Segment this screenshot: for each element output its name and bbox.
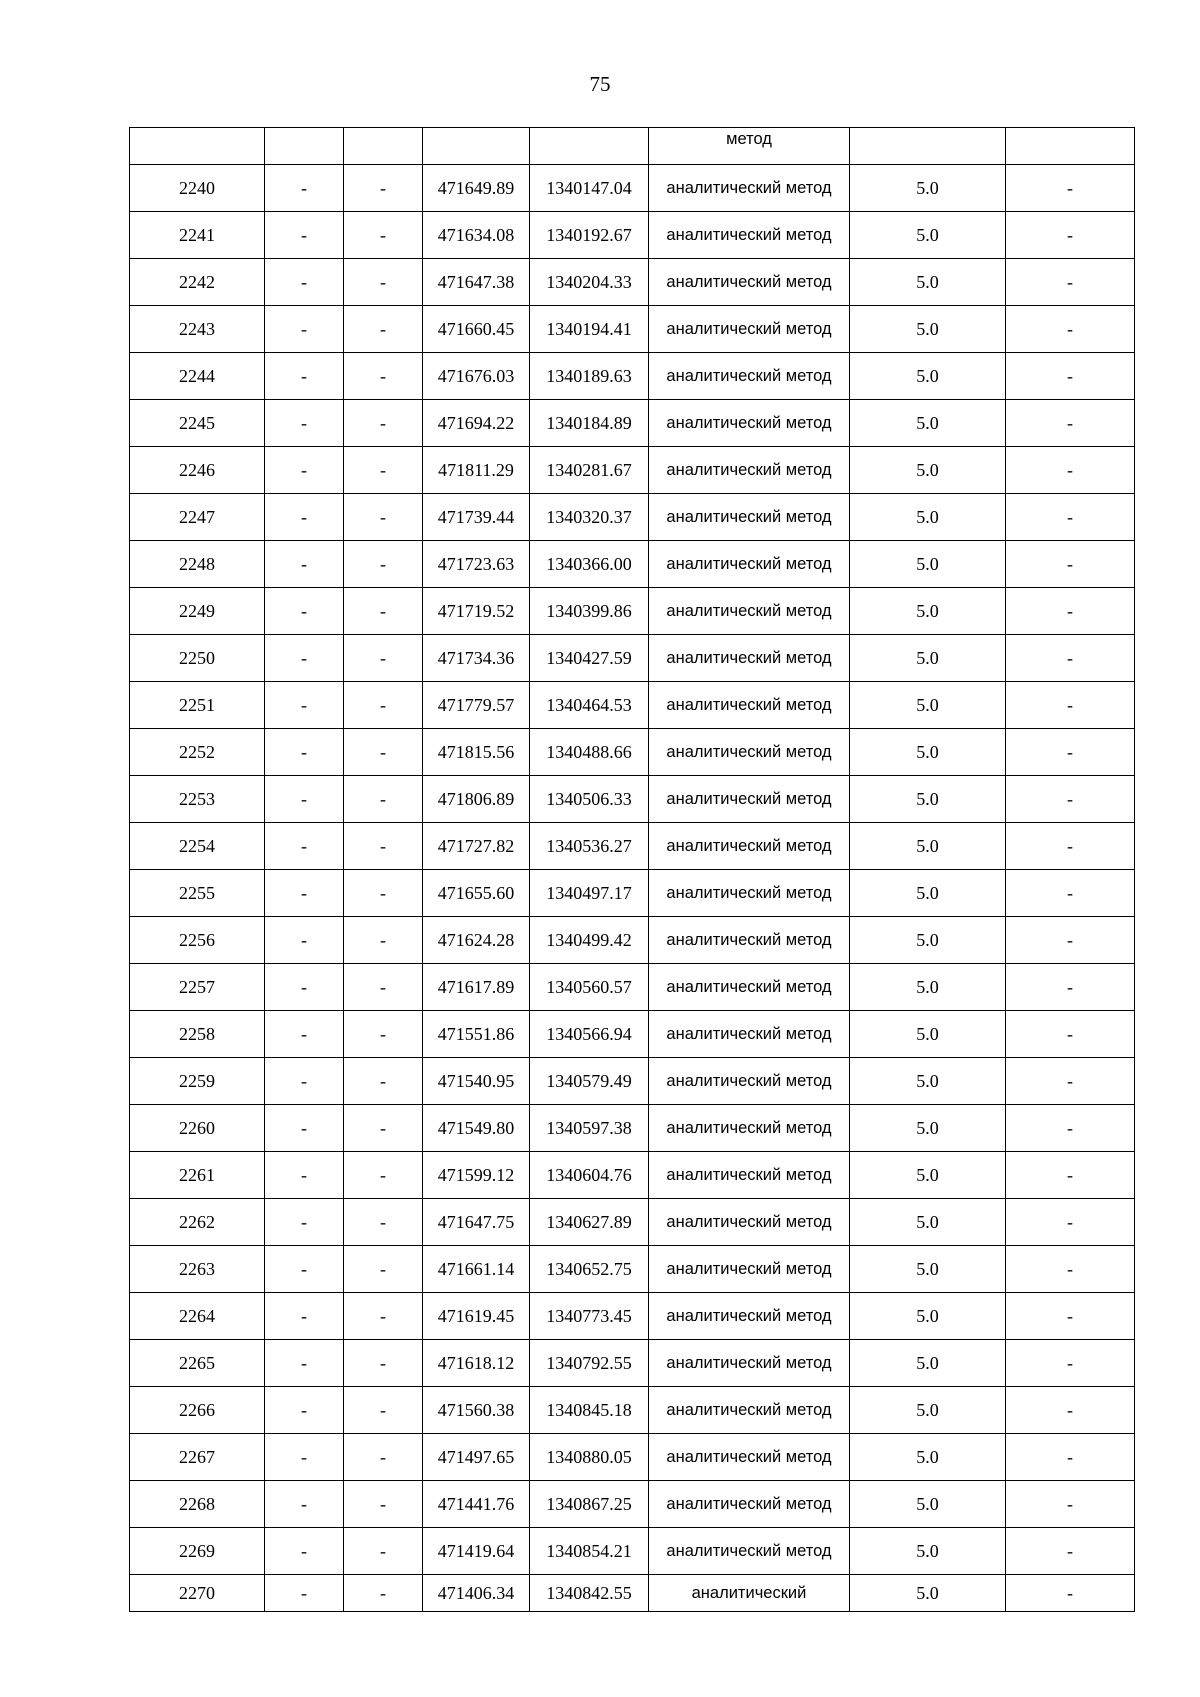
- dash-cell: -: [1006, 306, 1135, 353]
- dash-cell: -: [1006, 729, 1135, 776]
- method-cell: аналитический метод: [649, 212, 850, 259]
- dash-cell: -: [265, 823, 344, 870]
- dash-cell: -: [1006, 964, 1135, 1011]
- dash-cell: -: [344, 1340, 423, 1387]
- method-cell: аналитический метод: [649, 964, 850, 1011]
- accuracy-cell: 5.0: [850, 1058, 1006, 1105]
- method-cell: аналитический метод: [649, 635, 850, 682]
- x-coordinate-cell: 471624.28: [423, 917, 530, 964]
- method-cell: аналитический метод: [649, 870, 850, 917]
- dash-cell: -: [265, 682, 344, 729]
- method-cell: аналитический метод: [649, 682, 850, 729]
- x-coordinate-cell: 471617.89: [423, 964, 530, 1011]
- accuracy-cell: 5.0: [850, 259, 1006, 306]
- y-coordinate-cell: 1340792.55: [530, 1340, 649, 1387]
- table-row: [130, 1340, 1135, 1387]
- empty-cell: [1006, 128, 1135, 165]
- method-cell: аналитический метод: [649, 1152, 850, 1199]
- method-cell: аналитический метод: [649, 1481, 850, 1528]
- x-coordinate-cell: 471419.64: [423, 1528, 530, 1575]
- dash-cell: -: [265, 1199, 344, 1246]
- accuracy-cell: 5.0: [850, 1434, 1006, 1481]
- table-row: [130, 682, 1135, 729]
- method-cell: аналитический метод: [649, 1293, 850, 1340]
- dash-cell: -: [344, 306, 423, 353]
- point-number-cell: 2270: [130, 1575, 265, 1612]
- y-coordinate-cell: 1340464.53: [530, 682, 649, 729]
- dash-cell: -: [265, 1481, 344, 1528]
- point-number-cell: 2246: [130, 447, 265, 494]
- dash-cell: -: [344, 494, 423, 541]
- accuracy-cell: 5.0: [850, 212, 1006, 259]
- accuracy-cell: 5.0: [850, 1199, 1006, 1246]
- dash-cell: -: [344, 1152, 423, 1199]
- x-coordinate-cell: 471560.38: [423, 1387, 530, 1434]
- y-coordinate-cell: 1340427.59: [530, 635, 649, 682]
- x-coordinate-cell: 471779.57: [423, 682, 530, 729]
- dash-cell: -: [1006, 1387, 1135, 1434]
- y-coordinate-cell: 1340842.55: [530, 1575, 649, 1612]
- dash-cell: -: [265, 1434, 344, 1481]
- dash-cell: -: [344, 353, 423, 400]
- y-coordinate-cell: 1340366.00: [530, 541, 649, 588]
- table-row: [130, 1434, 1135, 1481]
- point-number-cell: 2240: [130, 165, 265, 212]
- x-coordinate-cell: 471719.52: [423, 588, 530, 635]
- y-coordinate-cell: 1340604.76: [530, 1152, 649, 1199]
- accuracy-cell: 5.0: [850, 917, 1006, 964]
- continuation-row: [130, 128, 1135, 165]
- method-cell: аналитический метод: [649, 776, 850, 823]
- y-coordinate-cell: 1340597.38: [530, 1105, 649, 1152]
- x-coordinate-cell: 471406.34: [423, 1575, 530, 1612]
- method-cell: аналитический метод: [649, 1246, 850, 1293]
- method-cell: аналитический метод: [649, 1528, 850, 1575]
- dash-cell: -: [344, 776, 423, 823]
- table-row: [130, 400, 1135, 447]
- table-row: [130, 306, 1135, 353]
- x-coordinate-cell: 471660.45: [423, 306, 530, 353]
- dash-cell: -: [344, 964, 423, 1011]
- y-coordinate-cell: 1340845.18: [530, 1387, 649, 1434]
- accuracy-cell: 5.0: [850, 1152, 1006, 1199]
- method-cell: аналитический метод: [649, 917, 850, 964]
- dash-cell: -: [1006, 1293, 1135, 1340]
- dash-cell: -: [344, 1293, 423, 1340]
- accuracy-cell: 5.0: [850, 1481, 1006, 1528]
- method-cell: аналитический метод: [649, 165, 850, 212]
- dash-cell: -: [265, 1058, 344, 1105]
- x-coordinate-cell: 471441.76: [423, 1481, 530, 1528]
- table-row: [130, 1152, 1135, 1199]
- table-row: [130, 1105, 1135, 1152]
- dash-cell: -: [1006, 1011, 1135, 1058]
- accuracy-cell: 5.0: [850, 1387, 1006, 1434]
- dash-cell: -: [344, 682, 423, 729]
- dash-cell: -: [344, 588, 423, 635]
- x-coordinate-cell: 471540.95: [423, 1058, 530, 1105]
- dash-cell: -: [265, 447, 344, 494]
- method-cell: аналитический метод: [649, 588, 850, 635]
- dash-cell: -: [344, 447, 423, 494]
- x-coordinate-cell: 471647.38: [423, 259, 530, 306]
- dash-cell: -: [265, 776, 344, 823]
- coordinates-table: [129, 127, 1135, 1612]
- dash-cell: -: [1006, 682, 1135, 729]
- accuracy-cell: 5.0: [850, 1575, 1006, 1612]
- dash-cell: -: [265, 400, 344, 447]
- x-coordinate-cell: 471551.86: [423, 1011, 530, 1058]
- dash-cell: -: [265, 259, 344, 306]
- dash-cell: -: [265, 870, 344, 917]
- accuracy-cell: 5.0: [850, 964, 1006, 1011]
- page-number: 75: [589, 72, 611, 96]
- table-row: [130, 541, 1135, 588]
- dash-cell: -: [265, 1575, 344, 1612]
- y-coordinate-cell: 1340536.27: [530, 823, 649, 870]
- point-number-cell: 2241: [130, 212, 265, 259]
- empty-cell: [344, 128, 423, 165]
- method-cell: аналитический: [649, 1575, 850, 1612]
- y-coordinate-cell: 1340184.89: [530, 400, 649, 447]
- point-number-cell: 2259: [130, 1058, 265, 1105]
- accuracy-cell: 5.0: [850, 729, 1006, 776]
- x-coordinate-cell: 471619.45: [423, 1293, 530, 1340]
- table-row: [130, 1575, 1135, 1612]
- y-coordinate-cell: 1340773.45: [530, 1293, 649, 1340]
- point-number-cell: 2250: [130, 635, 265, 682]
- point-number-cell: 2252: [130, 729, 265, 776]
- point-number-cell: 2249: [130, 588, 265, 635]
- x-coordinate-cell: 471676.03: [423, 353, 530, 400]
- dash-cell: -: [1006, 1105, 1135, 1152]
- table-row: [130, 917, 1135, 964]
- point-number-cell: 2254: [130, 823, 265, 870]
- dash-cell: -: [1006, 1434, 1135, 1481]
- dash-cell: -: [1006, 353, 1135, 400]
- method-cell: аналитический метод: [649, 823, 850, 870]
- dash-cell: -: [265, 165, 344, 212]
- dash-cell: -: [265, 541, 344, 588]
- point-number-cell: 2251: [130, 682, 265, 729]
- x-coordinate-cell: 471811.29: [423, 447, 530, 494]
- accuracy-cell: 5.0: [850, 447, 1006, 494]
- point-number-cell: 2261: [130, 1152, 265, 1199]
- dash-cell: -: [344, 729, 423, 776]
- y-coordinate-cell: 1340399.86: [530, 588, 649, 635]
- dash-cell: -: [1006, 1246, 1135, 1293]
- point-number-cell: 2247: [130, 494, 265, 541]
- accuracy-cell: 5.0: [850, 635, 1006, 682]
- dash-cell: -: [1006, 635, 1135, 682]
- y-coordinate-cell: 1340281.67: [530, 447, 649, 494]
- y-coordinate-cell: 1340497.17: [530, 870, 649, 917]
- dash-cell: -: [344, 1058, 423, 1105]
- method-cell: аналитический метод: [649, 1340, 850, 1387]
- accuracy-cell: 5.0: [850, 1246, 1006, 1293]
- empty-cell: [850, 128, 1006, 165]
- dash-cell: -: [344, 1528, 423, 1575]
- y-coordinate-cell: 1340506.33: [530, 776, 649, 823]
- x-coordinate-cell: 471618.12: [423, 1340, 530, 1387]
- dash-cell: -: [1006, 588, 1135, 635]
- dash-cell: -: [344, 1575, 423, 1612]
- dash-cell: -: [265, 1105, 344, 1152]
- accuracy-cell: 5.0: [850, 823, 1006, 870]
- accuracy-cell: 5.0: [850, 353, 1006, 400]
- dash-cell: -: [265, 729, 344, 776]
- method-cell: аналитический метод: [649, 1434, 850, 1481]
- table-row: [130, 494, 1135, 541]
- method-cell: аналитический метод: [649, 494, 850, 541]
- table-row: [130, 447, 1135, 494]
- dash-cell: -: [344, 1199, 423, 1246]
- dash-cell: -: [265, 353, 344, 400]
- table-row: [130, 212, 1135, 259]
- dash-cell: -: [1006, 917, 1135, 964]
- dash-cell: -: [344, 823, 423, 870]
- table-row: [130, 1528, 1135, 1575]
- point-number-cell: 2266: [130, 1387, 265, 1434]
- y-coordinate-cell: 1340652.75: [530, 1246, 649, 1293]
- accuracy-cell: 5.0: [850, 494, 1006, 541]
- point-number-cell: 2263: [130, 1246, 265, 1293]
- accuracy-cell: 5.0: [850, 165, 1006, 212]
- table-row: [130, 776, 1135, 823]
- accuracy-cell: 5.0: [850, 541, 1006, 588]
- y-coordinate-cell: 1340579.49: [530, 1058, 649, 1105]
- y-coordinate-cell: 1340854.21: [530, 1528, 649, 1575]
- point-number-cell: 2255: [130, 870, 265, 917]
- accuracy-cell: 5.0: [850, 400, 1006, 447]
- dash-cell: -: [265, 1387, 344, 1434]
- method-cell: аналитический метод: [649, 447, 850, 494]
- dash-cell: -: [344, 165, 423, 212]
- dash-cell: -: [265, 1246, 344, 1293]
- point-number-cell: 2264: [130, 1293, 265, 1340]
- point-number-cell: 2243: [130, 306, 265, 353]
- x-coordinate-cell: 471723.63: [423, 541, 530, 588]
- table-row: [130, 165, 1135, 212]
- y-coordinate-cell: 1340499.42: [530, 917, 649, 964]
- y-coordinate-cell: 1340320.37: [530, 494, 649, 541]
- method-cell: аналитический метод: [649, 353, 850, 400]
- dash-cell: -: [1006, 1152, 1135, 1199]
- dash-cell: -: [344, 212, 423, 259]
- table-body: [130, 128, 1135, 1612]
- table-row: [130, 1293, 1135, 1340]
- dash-cell: -: [1006, 1340, 1135, 1387]
- point-number-cell: 2262: [130, 1199, 265, 1246]
- method-cell: аналитический метод: [649, 1199, 850, 1246]
- method-cell: аналитический метод: [649, 541, 850, 588]
- y-coordinate-cell: 1340488.66: [530, 729, 649, 776]
- method-cell: аналитический метод: [649, 259, 850, 306]
- x-coordinate-cell: 471661.14: [423, 1246, 530, 1293]
- point-number-cell: 2248: [130, 541, 265, 588]
- method-cell: метод: [649, 128, 850, 165]
- x-coordinate-cell: 471497.65: [423, 1434, 530, 1481]
- dash-cell: -: [344, 870, 423, 917]
- dash-cell: -: [1006, 447, 1135, 494]
- dash-cell: -: [265, 212, 344, 259]
- point-number-cell: 2258: [130, 1011, 265, 1058]
- x-coordinate-cell: 471599.12: [423, 1152, 530, 1199]
- accuracy-cell: 5.0: [850, 1340, 1006, 1387]
- dash-cell: -: [265, 1152, 344, 1199]
- method-cell: аналитический метод: [649, 306, 850, 353]
- accuracy-cell: 5.0: [850, 306, 1006, 353]
- point-number-cell: 2265: [130, 1340, 265, 1387]
- dash-cell: -: [1006, 541, 1135, 588]
- dash-cell: -: [265, 1528, 344, 1575]
- point-number-cell: 2267: [130, 1434, 265, 1481]
- table-row: [130, 729, 1135, 776]
- dash-cell: -: [344, 1105, 423, 1152]
- point-number-cell: 2269: [130, 1528, 265, 1575]
- point-number-cell: 2245: [130, 400, 265, 447]
- method-cell: аналитический метод: [649, 1387, 850, 1434]
- x-coordinate-cell: 471634.08: [423, 212, 530, 259]
- table-row: [130, 823, 1135, 870]
- dash-cell: -: [344, 1481, 423, 1528]
- x-coordinate-cell: 471655.60: [423, 870, 530, 917]
- dash-cell: -: [1006, 1575, 1135, 1612]
- dash-cell: -: [344, 1246, 423, 1293]
- table-row: [130, 1481, 1135, 1528]
- method-cell: аналитический метод: [649, 729, 850, 776]
- dash-cell: -: [1006, 1528, 1135, 1575]
- table-row: [130, 964, 1135, 1011]
- table-row: [130, 870, 1135, 917]
- dash-cell: -: [344, 1387, 423, 1434]
- dash-cell: -: [344, 635, 423, 682]
- dash-cell: -: [1006, 1199, 1135, 1246]
- dash-cell: -: [265, 588, 344, 635]
- y-coordinate-cell: 1340189.63: [530, 353, 649, 400]
- dash-cell: -: [1006, 212, 1135, 259]
- table-row: [130, 1246, 1135, 1293]
- point-number-cell: 2256: [130, 917, 265, 964]
- dash-cell: -: [344, 259, 423, 306]
- x-coordinate-cell: 471647.75: [423, 1199, 530, 1246]
- dash-cell: -: [265, 917, 344, 964]
- x-coordinate-cell: 471694.22: [423, 400, 530, 447]
- dash-cell: -: [1006, 400, 1135, 447]
- dash-cell: -: [344, 400, 423, 447]
- table-row: [130, 1058, 1135, 1105]
- dash-cell: -: [344, 1434, 423, 1481]
- y-coordinate-cell: 1340560.57: [530, 964, 649, 1011]
- dash-cell: -: [344, 1011, 423, 1058]
- point-number-cell: 2244: [130, 353, 265, 400]
- dash-cell: -: [1006, 494, 1135, 541]
- empty-cell: [423, 128, 530, 165]
- accuracy-cell: 5.0: [850, 682, 1006, 729]
- accuracy-cell: 5.0: [850, 1011, 1006, 1058]
- table-row: [130, 353, 1135, 400]
- dash-cell: -: [1006, 165, 1135, 212]
- accuracy-cell: 5.0: [850, 1528, 1006, 1575]
- dash-cell: -: [1006, 823, 1135, 870]
- point-number-cell: 2253: [130, 776, 265, 823]
- dash-cell: -: [265, 635, 344, 682]
- empty-cell: [530, 128, 649, 165]
- x-coordinate-cell: 471739.44: [423, 494, 530, 541]
- accuracy-cell: 5.0: [850, 588, 1006, 635]
- dash-cell: -: [1006, 259, 1135, 306]
- dash-cell: -: [344, 917, 423, 964]
- x-coordinate-cell: 471549.80: [423, 1105, 530, 1152]
- y-coordinate-cell: 1340566.94: [530, 1011, 649, 1058]
- x-coordinate-cell: 471815.56: [423, 729, 530, 776]
- point-number-cell: 2257: [130, 964, 265, 1011]
- x-coordinate-cell: 471734.36: [423, 635, 530, 682]
- dash-cell: -: [1006, 776, 1135, 823]
- x-coordinate-cell: 471649.89: [423, 165, 530, 212]
- dash-cell: -: [265, 1011, 344, 1058]
- point-number-cell: 2242: [130, 259, 265, 306]
- table-row: [130, 1011, 1135, 1058]
- dash-cell: -: [1006, 1481, 1135, 1528]
- accuracy-cell: 5.0: [850, 776, 1006, 823]
- point-number-cell: 2260: [130, 1105, 265, 1152]
- accuracy-cell: 5.0: [850, 1105, 1006, 1152]
- dash-cell: -: [265, 964, 344, 1011]
- dash-cell: -: [344, 541, 423, 588]
- y-coordinate-cell: 1340867.25: [530, 1481, 649, 1528]
- y-coordinate-cell: 1340194.41: [530, 306, 649, 353]
- table-row: [130, 259, 1135, 306]
- table-row: [130, 1199, 1135, 1246]
- empty-cell: [130, 128, 265, 165]
- y-coordinate-cell: 1340627.89: [530, 1199, 649, 1246]
- dash-cell: -: [265, 494, 344, 541]
- accuracy-cell: 5.0: [850, 870, 1006, 917]
- dash-cell: -: [1006, 870, 1135, 917]
- table-row: [130, 635, 1135, 682]
- y-coordinate-cell: 1340204.33: [530, 259, 649, 306]
- method-cell: аналитический метод: [649, 1058, 850, 1105]
- y-coordinate-cell: 1340147.04: [530, 165, 649, 212]
- point-number-cell: 2268: [130, 1481, 265, 1528]
- x-coordinate-cell: 471806.89: [423, 776, 530, 823]
- y-coordinate-cell: 1340192.67: [530, 212, 649, 259]
- empty-cell: [265, 128, 344, 165]
- dash-cell: -: [265, 1340, 344, 1387]
- accuracy-cell: 5.0: [850, 1293, 1006, 1340]
- method-cell: аналитический метод: [649, 1011, 850, 1058]
- y-coordinate-cell: 1340880.05: [530, 1434, 649, 1481]
- x-coordinate-cell: 471727.82: [423, 823, 530, 870]
- method-cell: аналитический метод: [649, 1105, 850, 1152]
- table-row: [130, 1387, 1135, 1434]
- dash-cell: -: [1006, 1058, 1135, 1105]
- dash-cell: -: [265, 1293, 344, 1340]
- table-row: [130, 588, 1135, 635]
- dash-cell: -: [265, 306, 344, 353]
- method-cell: аналитический метод: [649, 400, 850, 447]
